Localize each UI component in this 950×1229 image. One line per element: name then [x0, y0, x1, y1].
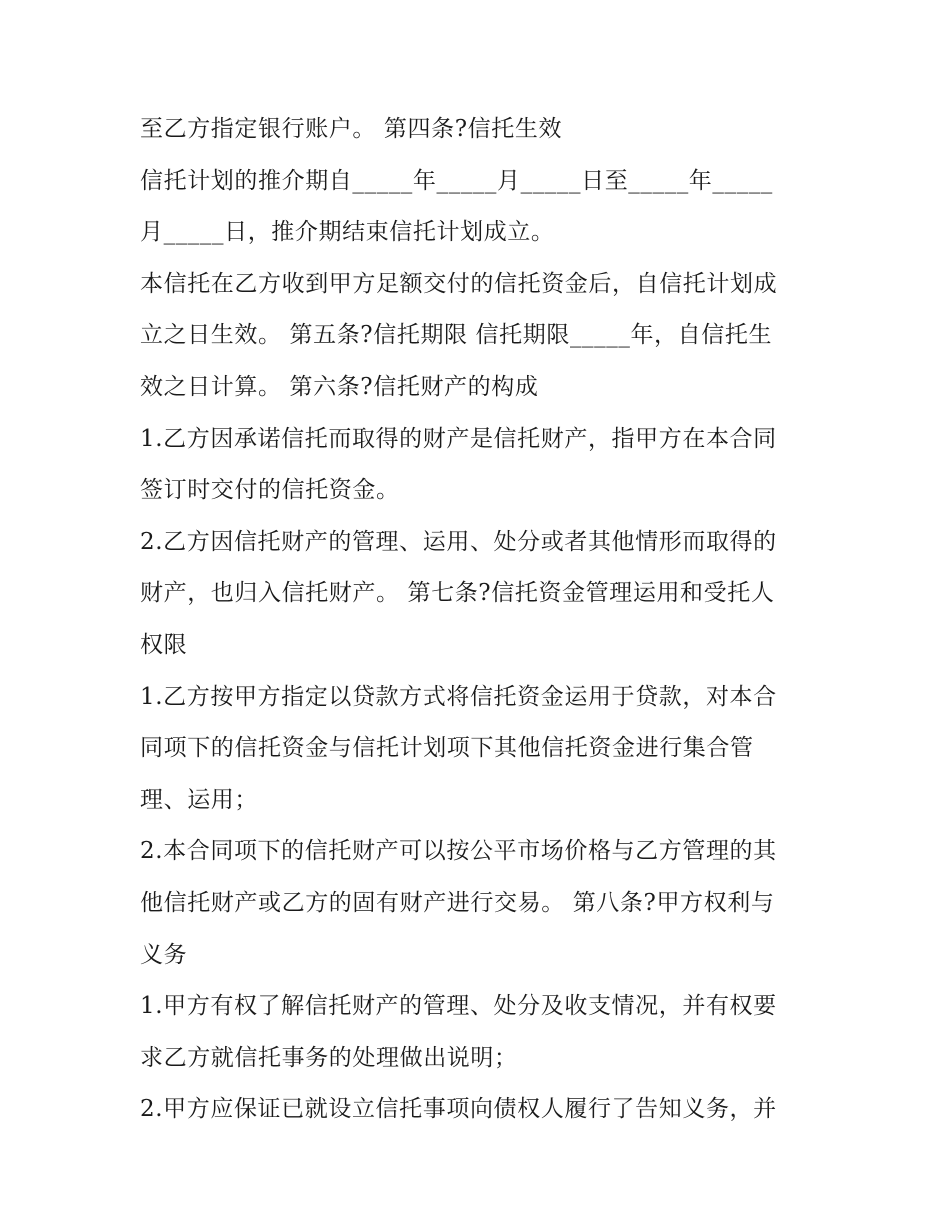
text-line: 至乙方指定银行账户。 第四条?信托生效 — [140, 116, 563, 142]
text-line: 财产，也归入信托财产。 第七条?信托资金管理运用和受托人 — [140, 580, 775, 607]
text-line: 2.乙方因信托财产的管理、运用、处分或者其他情形而取得的 — [140, 528, 777, 555]
text-line: 本信托在乙方收到甲方足额交付的信托资金后，自信托计划成 — [140, 270, 778, 297]
text-line: 月_____日，推介期结束信托计划成立。 — [140, 219, 555, 246]
text-line: 签订时交付的信托资金。 — [140, 477, 400, 504]
text-line: 2.甲方应保证已就设立信托事项向债权人履行了告知义务，并 — [140, 1096, 777, 1123]
text-line: 理、运用； — [140, 786, 258, 813]
text-line: 立之日生效。 第五条?信托期限 信托期限_____年，自信托生 — [140, 322, 773, 349]
contract-text-body — [140, 104, 820, 1136]
text-line: 1.乙方因承诺信托而取得的财产是信托财产，指甲方在本合同 — [140, 425, 777, 452]
text-line: 1.乙方按甲方指定以贷款方式将信托资金运用于贷款，对本合 — [140, 683, 777, 710]
text-line: 效之日计算。 第六条?信托财产的构成 — [140, 373, 539, 400]
text-line: 同项下的信托资金与信托计划项下其他信托资金进行集合管 — [140, 735, 754, 762]
text-line: 权限 — [140, 631, 188, 658]
text-line: 求乙方就信托事务的处理做出说明； — [140, 1044, 518, 1071]
text-line: 1.甲方有权了解信托财产的管理、处分及收支情况，并有权要 — [140, 993, 777, 1020]
text-line: 义务 — [140, 941, 188, 968]
text-line: 他信托财产或乙方的固有财产进行交易。 第八条?甲方权利与 — [140, 889, 775, 916]
text-line: 2.本合同项下的信托财产可以按公平市场价格与乙方管理的其 — [140, 838, 777, 865]
text-line: 信托计划的推介期自_____年_____月_____日至_____年_____ — [140, 167, 773, 194]
